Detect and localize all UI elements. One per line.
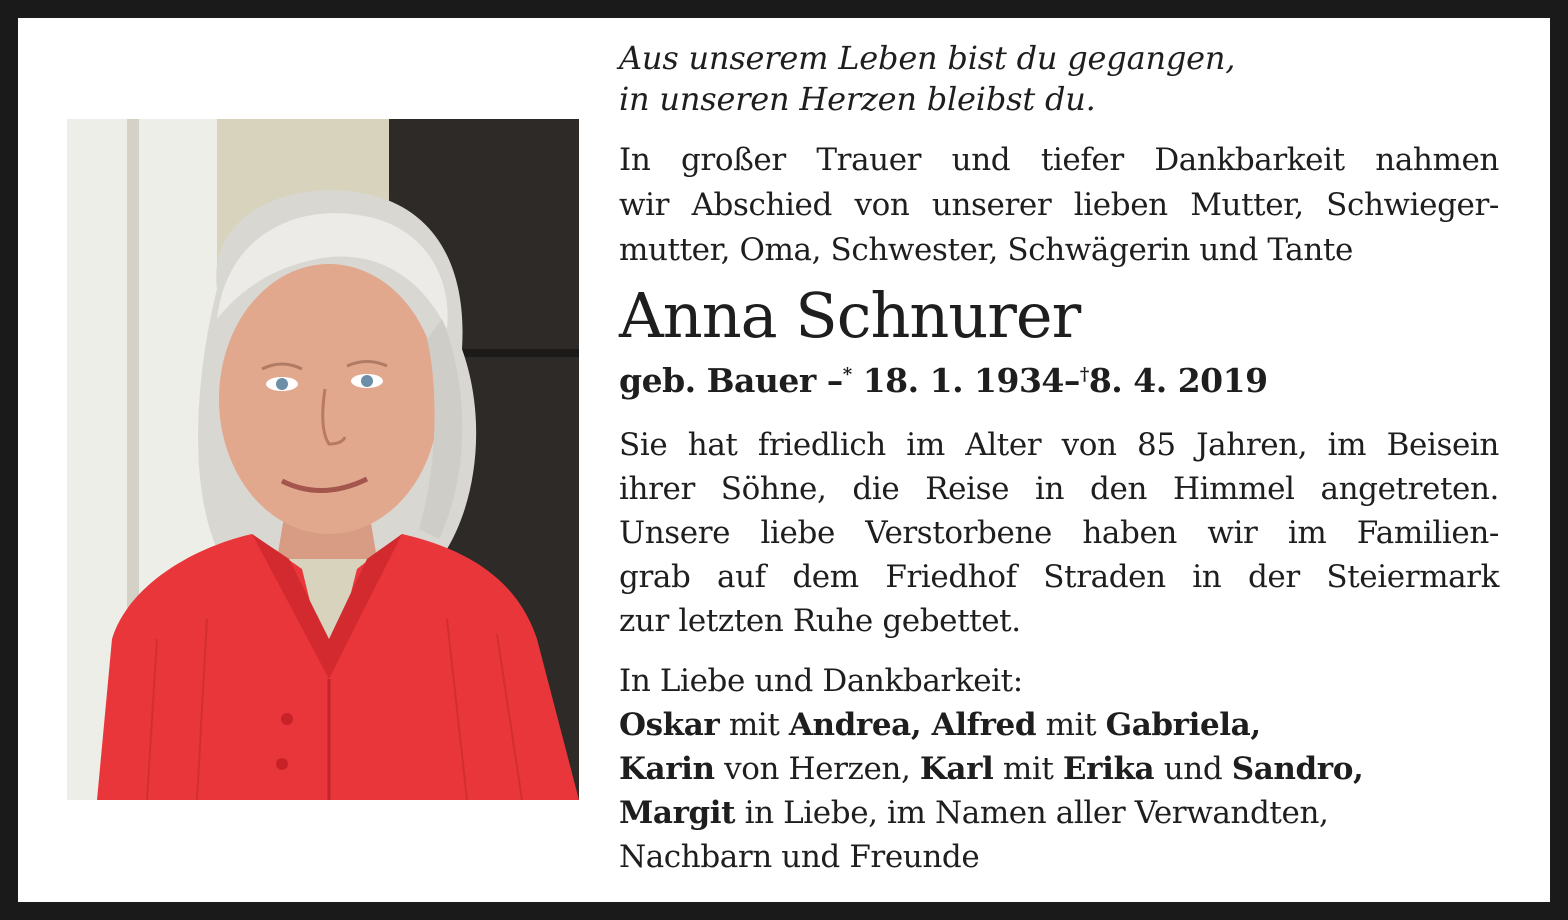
family-connector-text: von Herzen, [714, 751, 920, 787]
motto-line: Aus unserem Leben bist du gegangen, [619, 39, 1236, 77]
intro-line: mutter, Oma, Schwester, Schwägerin und Tante [619, 232, 1353, 268]
family-member-name: Oskar [619, 707, 720, 743]
family-line [619, 747, 1499, 791]
death-symbol: † [1079, 364, 1089, 385]
family-connector-text: in Liebe, im Namen aller Verwandten, [735, 795, 1329, 831]
family-member-name: Margit [619, 795, 736, 831]
family-line [619, 703, 1499, 747]
family-member-name: Andrea, Alfred [788, 707, 1037, 743]
family-member-name: Karl [919, 751, 994, 787]
birth-symbol: * [842, 364, 852, 385]
dash-separator: – [826, 361, 843, 400]
intro-line: In großer Trauer und tiefer Dankbarkeit nahmen [619, 142, 1499, 178]
family-member-name: Karin [619, 751, 715, 787]
family-connector-text: Nachbarn und Freunde [619, 839, 980, 875]
dash-separator: – [1063, 361, 1080, 400]
birth-name: geb. Bauer [619, 361, 816, 400]
family-line [619, 835, 1499, 879]
body-line: grab auf dem Friedhof Straden in der Steiermark [619, 559, 1499, 595]
motto-line: in unseren Herzen bleibst du. [619, 80, 1096, 118]
family-connector-text: mit [1036, 707, 1106, 743]
family-member-name: Erika [1062, 751, 1155, 787]
family-member-name: Gabriela, [1105, 707, 1261, 743]
portrait-photo [67, 119, 579, 800]
motto [619, 38, 1499, 120]
family-line [619, 791, 1499, 835]
birth-date: 18. 1. 1934 [862, 361, 1064, 400]
family-connector-text: und [1154, 751, 1232, 787]
life-dates [619, 355, 1499, 401]
family-connector-text: mit [993, 751, 1063, 787]
portrait-illustration [67, 119, 579, 800]
death-date: 8. 4. 2019 [1088, 361, 1268, 400]
signoff: In Liebe und Dankbarkeit: [619, 663, 1023, 699]
deceased-name: Anna Schnurer [619, 279, 1081, 352]
body-paragraph [619, 423, 1499, 643]
family-member-name: Sandro, [1231, 751, 1364, 787]
obituary-text [619, 38, 1499, 879]
intro-line: wir Abschied von unserer lieben Mutter, Schwieger- [619, 187, 1499, 223]
intro-paragraph [619, 138, 1499, 273]
family-connector-text: mit [719, 707, 789, 743]
body-line: Sie hat friedlich im Alter von 85 Jahren, im Beisein [619, 427, 1499, 463]
body-line: ihrer Söhne, die Reise in den Himmel angetreten. [619, 471, 1499, 507]
body-line: zur letzten Ruhe gebettet. [619, 603, 1021, 639]
family-list [619, 703, 1499, 879]
body-line: Unsere liebe Verstorbene haben wir im Familien- [619, 515, 1499, 551]
